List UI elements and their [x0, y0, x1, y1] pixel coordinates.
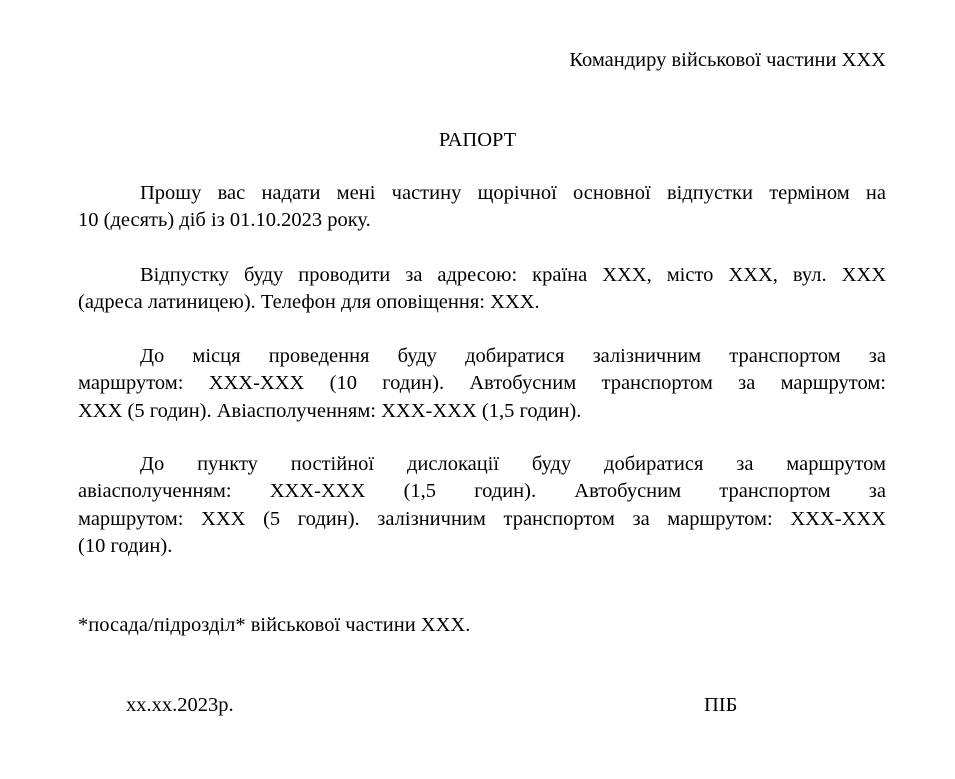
paragraph-line: Прошу вас надати мені частину щорічної основної відпустки терміном на — [140, 182, 886, 204]
paragraph-line: маршрутом: ХХХ (5 годин). залізничним транспортом за маршрутом: ХХХ-ХХХ — [78, 507, 886, 530]
paragraph-line: 10 (десять) діб із 01.10.2023 року. — [78, 209, 371, 232]
paragraph-line: До пункту постійної дислокації буду добиратися за маршрутом — [140, 453, 886, 475]
paragraph-line: маршрутом: ХХХ-ХХХ (10 годин). Автобусним транспортом за маршрутом: — [78, 372, 886, 395]
paragraph-line: До місця проведення буду добиратися залізничним транспортом за — [140, 345, 886, 367]
paragraph-route-back — [78, 451, 886, 560]
paragraph-line: ХХХ (5 годин). Авіасполученням: ХХХ-ХХХ (1,5 годин). — [78, 399, 582, 422]
signature-name: ПІБ — [704, 694, 738, 716]
paragraph-line: Відпустку буду проводити за адресою: країна ХХХ, місто ХХХ, вул. ХХХ — [140, 264, 886, 286]
paragraph-line: авіасполученням: ХХХ-ХХХ (1,5 годин). Автобусним транспортом за — [78, 480, 886, 503]
paragraph-line: (10 годин). — [78, 534, 173, 557]
addressee: Командиру військової частини ХХХ — [569, 49, 886, 71]
paragraph-request — [78, 180, 886, 235]
document-date: хх.хх.2023р. — [126, 694, 234, 716]
paragraph-route-to — [78, 343, 886, 425]
document-title: РАПОРТ — [438, 129, 517, 151]
paragraph-address — [78, 262, 886, 317]
paragraph-line: (адреса латиницею). Телефон для оповіщення: ХХХ. — [78, 291, 540, 314]
sender-position: *посада/підрозділ* військової частини ХХХ. — [78, 614, 471, 636]
